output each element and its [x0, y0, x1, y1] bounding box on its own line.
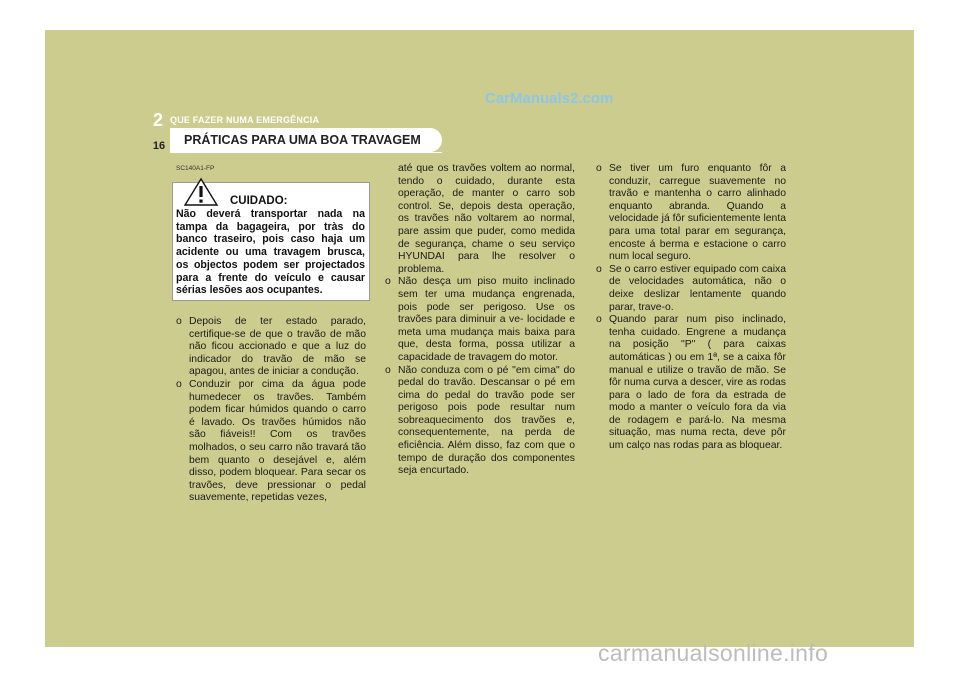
watermark-top-link[interactable]: CarManuals2.com — [485, 90, 614, 107]
list-item — [176, 379, 366, 505]
page-top-margin — [0, 0, 960, 30]
warning-title: CUIDADO: — [230, 195, 288, 207]
list-item-text: Quando parar num piso inclinado, tenha cuidado. Engrene a mudança na posição "P" ( para caixas automáticas ) ou em 1ª, se a caixa fôr manual e utilize o travão de mão. Se fôr numa curva a descer, vire as rodas para o lado de fora da estrada de modo a manter o veículo fora da via de rodagem e pará-lo. Na mesma situação, mas numa recta, deve pôr um calço nas rodas para as bloquear. — [609, 314, 786, 452]
list-item — [596, 163, 786, 264]
warning-text: Não deverá transportar nada na tampa da bagageira, por tràs do banco traseiro, pois caso haja um acidente ou uma travagem brusca, os objectos podem ser projectados para a frente do veículo e causar sérias lesões aos ocupantes. — [176, 208, 365, 297]
bullet: o — [176, 378, 182, 390]
section-title: PRÁTICAS PARA UMA BOA TRAVAGEM — [184, 133, 421, 147]
text-column-left — [176, 316, 366, 505]
chapter-title: QUE FAZER NUMA EMERGÊNCIA — [170, 115, 320, 125]
bullet: o — [385, 364, 391, 376]
bullet: o — [596, 314, 602, 326]
bullet: o — [176, 316, 182, 327]
continuation-text: até que os travões voltem ao normal, tendo o cuidado, durante esta operação, de manter o carro sob control. Se, depois desta operação, os travões não voltarem ao normal, pare assim que puder, como medida de segurança, chame o seu serviço HYUNDAI para lhe resolver o problema. — [398, 163, 575, 275]
list-item — [385, 365, 575, 478]
bullet: o — [596, 263, 602, 275]
list-item-text: Se tiver um furo enquanto fôr a conduzir, carregue suavemente no travão e mantenha o carro alinhado enquanto abranda. Quando a velocidade já fôr suficientemente lenta para uma total parar em segurança, encoste á berma e estacione o carro num local seguro. — [609, 163, 786, 263]
list-item-text: Se o carro estiver equipado com caixa de velocidades automática, não o deixe deslizar lentamente quando parar, trave-o. — [609, 263, 786, 313]
list-item — [596, 314, 786, 453]
list-item-text: Conduzir por cima da água pode humedecer os travões. Também podem ficar húmidos quando o carro é lavado. Os travões húmidos não são fiáveis!! Com os travões molhados, o seu carro não travará tão bem quanto o desejável e, além disso, podem bloquear. Para secar os travões, deve pressionar o pedal suavemente, repetidas vezes, — [189, 378, 366, 504]
page-number: 16 — [152, 140, 166, 152]
list-item — [596, 264, 786, 314]
list-item — [385, 276, 575, 364]
section-rule — [170, 152, 442, 153]
bullet: o — [596, 163, 602, 174]
list-item — [176, 316, 366, 379]
watermark-bottom-link[interactable]: carmanualsonline.info — [598, 640, 829, 666]
list-item-text: Não conduza com o pé "em cima" do pedal do travão. Descansar o pé em cima do pedal do travão pode ser perigoso pois pode resultar num sobreaquecimento dos travões e, consequentemente, na perda de eficiência. Além disso, faz com que o tempo de duração dos componentes seja encurtado. — [398, 364, 575, 477]
bullet: o — [385, 276, 391, 288]
text-column-right — [596, 163, 786, 453]
warning-triangle-icon — [183, 177, 219, 207]
list-item-text: Depois de ter estado parado, certifique-se de que o travão de mão não ficou accionado e que a luz do indicador do travão de mão se apagou, antes de iniciar a condução. — [189, 316, 366, 378]
section-code: SC140A1-FP — [176, 165, 215, 172]
chapter-number: 2 — [153, 110, 164, 130]
list-item-text: Não desça um piso muito inclinado sem ter uma mudança engrenada, pois pode ser perigoso. Use os travões para diminuir a ve- locidade e meta uma mudança mais baixa para que, desta forma, possa utilizar a capacidade de travagem do motor. — [398, 276, 575, 363]
text-column-middle — [385, 163, 575, 478]
